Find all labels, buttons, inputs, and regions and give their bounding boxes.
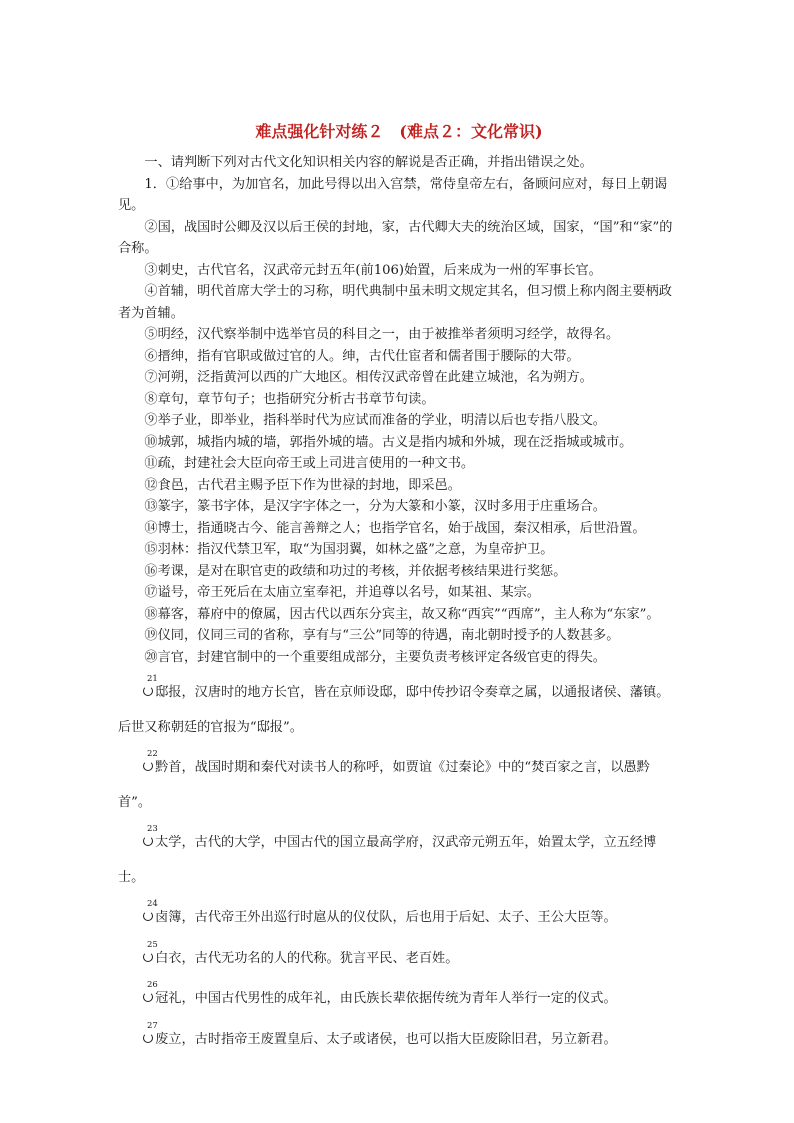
circle-mark-icon [143,761,153,771]
list-item: ⑬篆字，篆书字体，是汉字字体之一，分为大篆和小篆，汉时多用于庄重场合。 [144,499,606,514]
list-item [118,174,680,217]
list-item [118,826,680,895]
item-text: 太学，古代的大学，中国古代的国立最高学府，汉武帝元朔五年，始置太学，立五经博士。 [118,835,657,885]
page-title: 难点强化针对练２ (难点２：文化常识) [255,122,543,141]
list-item: ③刺史，古代官名，汉武帝元封五年(前106)始置，后来成为一州的军事长官。 [144,262,602,278]
list-item: ⑫食邑，古代君主赐予臣下作为世禄的封地，即采邑。 [144,477,461,493]
list-item: ⑰谥号，帝王死后在太庙立室奉祀，并追尊以名号，如某祖、某宗。 [144,585,541,600]
list-item: ⑮羽林：指汉代禁卫军，取“为国羽翼，如林之盛”之意，为皇帝护卫。 [144,542,554,557]
list-item: ⑲仪同，仪同三司的省称，享有与“三公”同等的待遇，南北朝时授予的人数甚多。 [144,628,620,643]
list-item [118,939,680,977]
question-number: 1． [144,176,166,192]
short-items [118,174,680,669]
item-number: 24 [147,899,158,909]
list-item: ⑦河朔，泛指黄河以西的广大地区。相传汉武帝曾在此建立城池，名为朔方。 [144,370,593,385]
circle-mark-icon [143,911,153,921]
list-item: ④首辅，明代首席大学士的习称，明代典制中虽未明文规定其名，但习惯上称内阁主要柄政者为首辅。 [118,284,672,321]
list-item: ⑤明经，汉代察举制中选举官员的科目之一，由于被推举者须明习经学，故得名。 [144,327,620,342]
list-item [118,901,680,936]
circle-mark-icon [143,836,153,846]
list-item: ⑭博士，指通晓古今、能言善辩之人；也指学官名，始于战国，秦汉相承，后世沿置。 [144,520,646,536]
list-item: ⑥搢绅，指有官职或做过官的人。绅，古代仕宦者和儒者围于腰际的大带。 [144,348,580,364]
list-item: ⑨举子业，即举业，指科举时代为应试而准备的学业，明清以后也专指八股文。 [144,413,606,428]
numbered-items [118,676,680,1057]
item-text: 冠礼，中国古代男性的成年礼，由氏族长辈依据传统为青年人举行一定的仪式。 [155,991,617,1006]
instruction-text: 一、请判断下列对古代文化知识相关内容的解说是否正确，并指出错误之处。 [144,155,593,170]
list-item [118,751,680,820]
list-item [118,1020,680,1058]
circle-mark-icon [143,686,153,696]
item-number: 25 [147,939,158,950]
list-item: ⑪疏，封建社会大臣向帝王或上司进言使用的一种文书。 [144,456,475,471]
list-item: ⑩城郭，城指内城的墙，郭指外城的墙。古义是指内城和外城，现在泛指城或城市。 [144,434,633,450]
item-text: ①给事中，为加官名，加此号得以出入宫禁，常侍皇帝左右，备顾问应对，每日上朝谒见。 [118,176,668,213]
item-number: 22 [147,749,158,759]
list-item: ⑯考课，是对在职官吏的政绩和功过的考核，并依据考核结果进行奖惩。 [144,563,567,579]
list-item [118,676,680,745]
list-item: ⑱幕客，幕府中的僚属，因古代以西东分宾主，故又称“西宾”“西席”，主人称为“东家”。 [144,606,660,622]
list-item: ⑧章句，章节句子；也指研究分析古书章节句读。 [144,391,435,407]
document-page [118,118,680,1057]
item-number: 21 [147,674,158,684]
item-text: 邸报，汉唐时的地方长官，皆在京师设邸，邸中传抄诏令奏章之属，以通报诸侯、藩镇。后世又称朝廷的官报为“邸报”。 [118,685,670,735]
circle-mark-icon [143,1033,153,1043]
item-text: 卤簿，古代帝王外出巡行时扈从的仪仗队，后也用于后妃、太子、王公大臣等。 [155,910,617,925]
list-item: ⑳言官，封建官制中的一个重要组成部分，主要负责考核评定各级官吏的得失。 [144,649,606,665]
item-text: 黔首，战国时期和秦代对读书人的称呼，如贾谊《过秦论》中的“焚百家之言，以愚黔首”。 [118,760,650,810]
item-number: 26 [147,980,158,990]
item-number: 23 [147,824,158,834]
item-text: 废立，古时指帝王废置皇后、太子或诸侯，也可以指大臣废除旧君，另立新君。 [155,1031,617,1047]
circle-mark-icon [143,952,153,962]
item-number: 27 [147,1020,158,1031]
item-text: 白衣，古代无功名的人的代称。犹言平民、老百姓。 [155,950,459,966]
list-item [118,982,680,1017]
circle-mark-icon [143,992,153,1002]
list-item: ②国，战国时公卿及汉以后王侯的封地，家，古代卿大夫的统治区域，国家，“国”和“家”的合称。 [118,219,673,256]
